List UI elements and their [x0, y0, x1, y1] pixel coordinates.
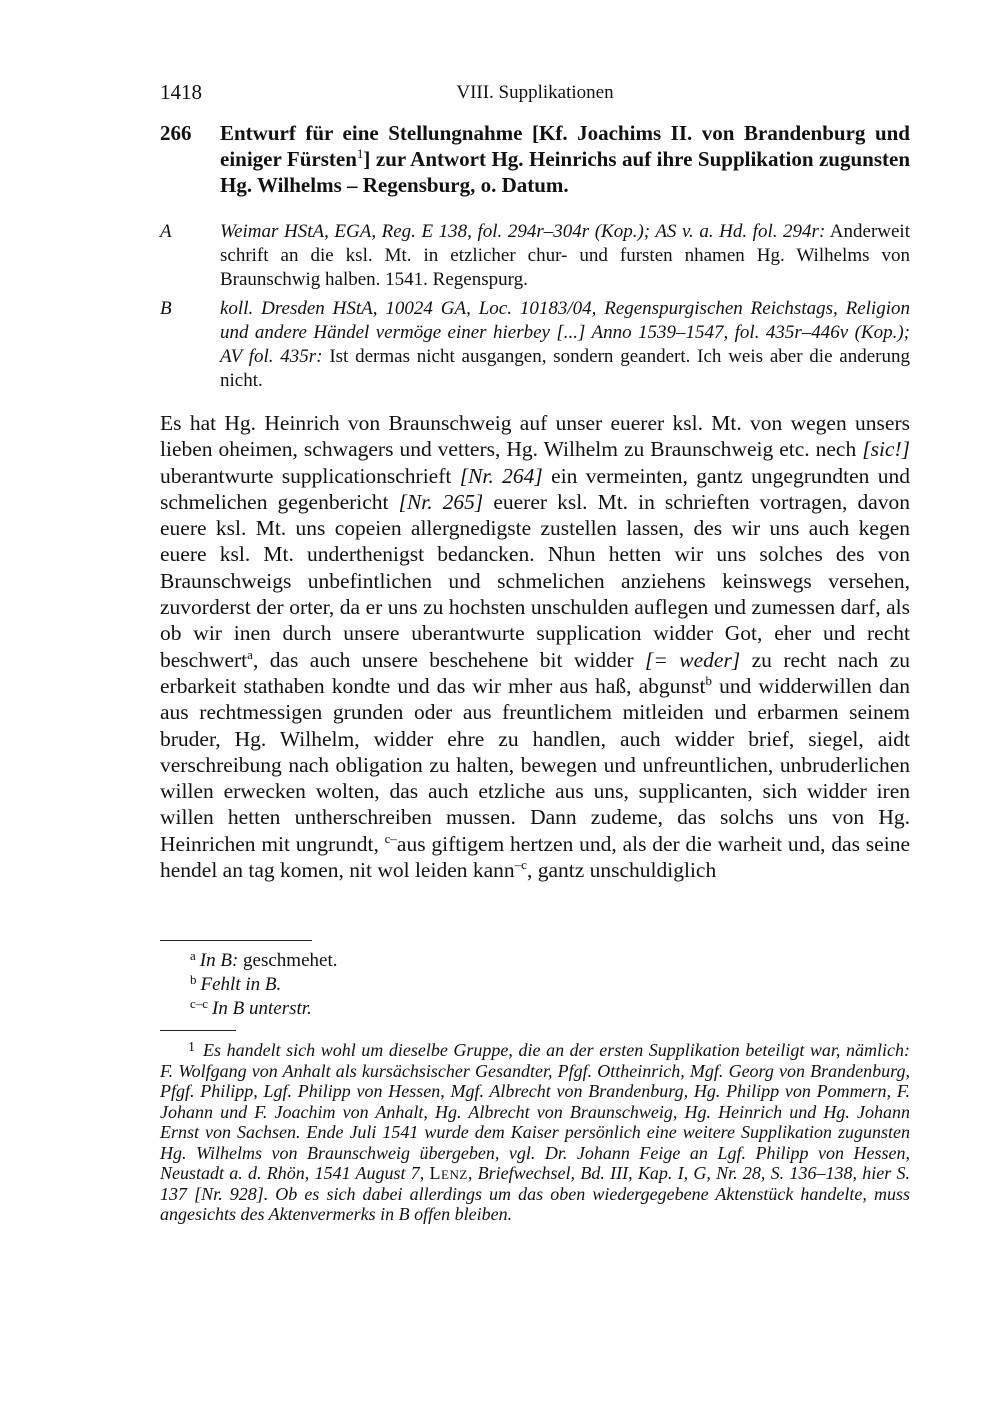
note-ref-c-start[interactable]: c– [384, 830, 397, 846]
author-name: Lenz [429, 1163, 468, 1183]
notes-divider [160, 940, 312, 941]
note-ref-b[interactable]: b [705, 672, 713, 688]
page-number: 1418 [160, 80, 202, 104]
document-number: 266 [160, 121, 192, 145]
footnote-ref-1[interactable]: 1 [356, 146, 364, 161]
note-ref-a[interactable]: a [247, 646, 253, 662]
footnote-number: 1 [188, 1040, 195, 1055]
running-head [160, 80, 910, 110]
footnote-1: $^1$ Es handelt sich wohl um dieselbe Gruppe, die an der ersten Supplikation beteiligt war, nämlich: F. Wolfgang von Anhalt als kursächsischer Gesandter, Pfgf. Ottheinrich, Mgf. Georg von Brandenburg, Pfgf. Philipp, Lgf. Philipp von Hessen, Mgf. Albrecht von Brandenburg, Hg. Philipp von Pommern, F. Johann und F. Joachim von Anhalt, Hg. Albrecht von Braunschweig, Hg. Heinrich und Hg. Johann Ernst von Sachsen. Ende Juli 1541 wurde dem Kaiser persönlich eine weitere Supplikation zugunsten Hg. Wilhelms von Braunschweig übergeben, vgl. Dr. Johann Feige an Lgf. Philipp von Hessen, Neustadt a. d. Rhön, 1541 August 7, Lenz, Briefwechsel, Bd. III, Kap. I, G, Nr. 28, S. 136–138, hier S. 137 [Nr. 928]. Ob es sich dabei allerdings um das oben wiedergegebene Aktenstück handelte, muss angesichts des Aktenvermerks in B offen bleiben. [160, 1040, 910, 1224]
document-title: Entwurf für eine Stellungnahme [Kf. Joachims II. von Brandenburg und einiger Fürsten$^1$] zur Antwort Hg. Heinrichs auf ihre Supplikation zugunsten Hg. Wilhelms – Regensburg, o. Datum. [220, 121, 911, 197]
note-ref-c-end[interactable]: –c [514, 856, 527, 872]
source-entry-a [160, 220, 910, 292]
document-heading [160, 120, 910, 198]
running-title: VIII. Supplikationen [456, 82, 614, 103]
textual-note-a: $^a$ In B: geschmehet. [190, 948, 338, 971]
source-description: koll. Dresden HStA, 10024 GA, Loc. 10183/04, Regenspurgischen Reichstags, Religion und andere Händel vermöge einer hierbey [...] Anno 1539–1547, fol. 435r–446v (Kop.); AV fol. 435r: Ist dermas nicht ausgangen, sondern geandert. Ich weis aber die anderung nicht. [220, 298, 911, 391]
footnote-divider [160, 1030, 236, 1031]
source-siglum: B [160, 298, 172, 319]
textual-note-b: $^b$ Fehlt in B. [190, 972, 282, 995]
source-entry-b [160, 297, 910, 393]
textual-note-c: $^{c-c}$ In B unterstr. [190, 996, 312, 1019]
source-siglum: A [160, 221, 172, 242]
main-text: Es hat Hg. Heinrich von Braunschweig auf unser euerer ksl. Mt. von wegen unsers lieben oheimen, schwagers und vetters, Hg. Wilhelm zu Braunschweig etc. nech [sic!] uberantwurte supplicationschrieft [Nr. 264] ein vermeinten, gantz ungegrundten und schmelichen gegenbericht [Nr. 265] euerer ksl. Mt. in schrieften vortragen, davon euere ksl. Mt. uns copeien allergnedigste zustellen lassen, des wir uns auch kegen euere ksl. Mt. underthenigst bedancken. Nhun hetten wir uns solches des von Braunschweigs unbefintlichen und schmelichen anziehens keinswegs versehen, zuvorderst der orter, da er uns zu hochsten unschulden auflegen und zumessen darf, als ob wir inen durch unsere uberantwurte supplication widder Got, eher und recht beschwert$^a$, das auch unsere beschehene bit widder [= weder] zu recht nach zu erbarkeit stathaben kondte und das wir mher aus haß, abgunst$^b$ und widderwillen dan aus rechtmessigen grunden oder aus freuntlichem mitleiden und erbarmen seinem bruder, Hg. Wilhelm, widder ehre zu handlen, auch widder brief, siegel, aidt verschreibung nach obligation zu halten, bewegen und unfreuntlichen, unbruderlichen willen erwecken wolten, das auch etzliche aus uns, supplicanten, sich widder iren willen hetten untherschreiben mussen. Dann zudeme, das solchs uns von Hg. Heinrichen mit ungrundt, $^{c-}$aus giftigem hertzen und, als der die warheit und, das seine hendel an tag komen, nit wol leiden kann$^{-c}$, gantz unschuldiglich [160, 411, 910, 883]
source-description: Weimar HStA, EGA, Reg. E 138, fol. 294r–304r (Kop.); AS v. a. Hd. fol. 294r: Anderweit schrift an die ksl. Mt. in etzlicher chur- und fursten nhamen Hg. Wilhelms von Braunschwig halben. 1541. Regenspurg. [220, 221, 910, 290]
